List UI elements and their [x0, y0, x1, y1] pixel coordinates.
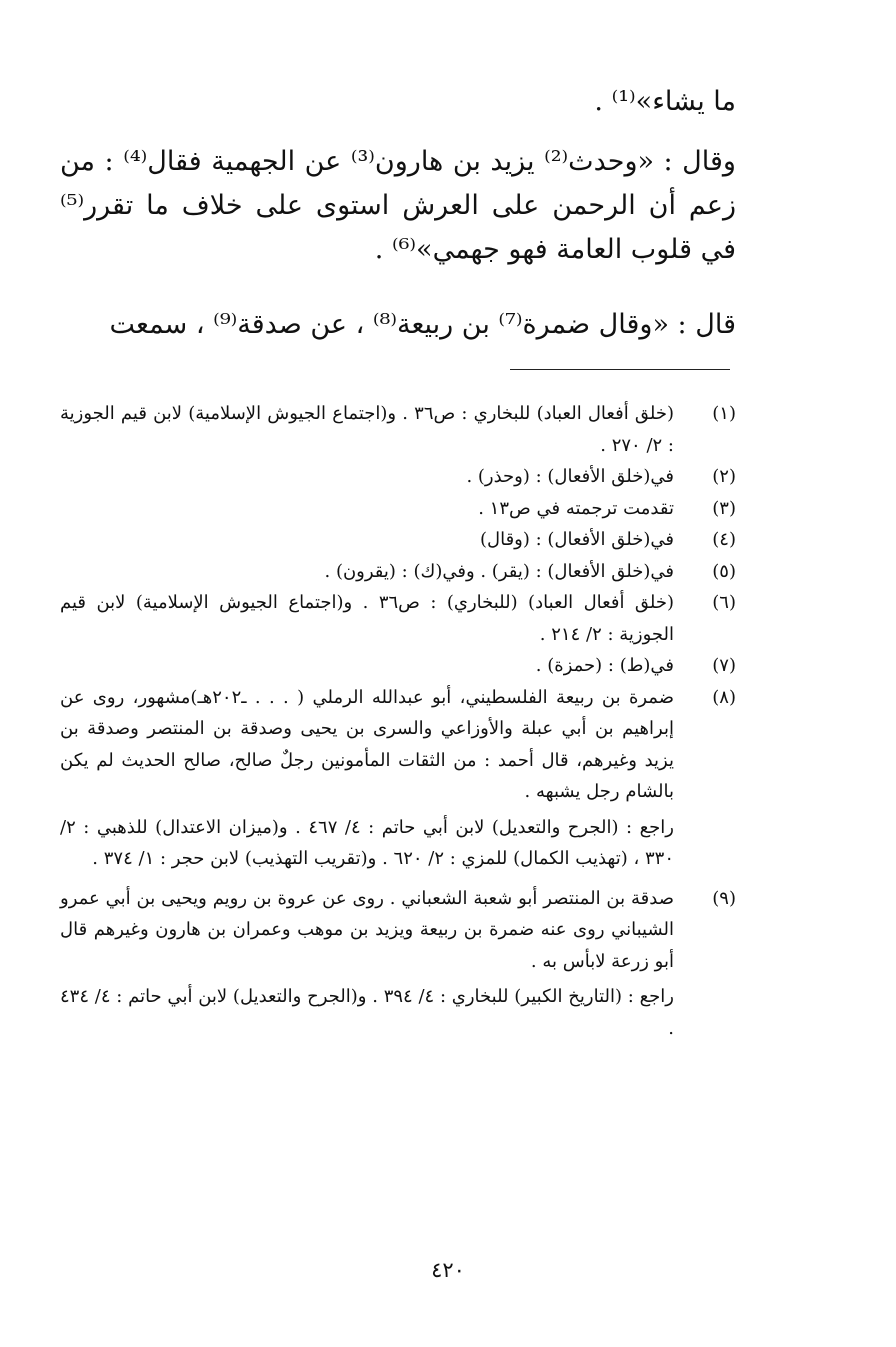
footnote-number: (٤): [712, 529, 736, 550]
footnote-number: (٨): [712, 686, 736, 708]
main-text-paragraph-2: وقال : «وحدث⁽²⁾ يزيد بن هارون⁽³⁾ عن الجهمية فقال⁽⁴⁾ : من زعم أن الرحمن على العرش استوى على خلاف ما تقرر⁽⁵⁾ في قلوب العامة فهو جهمي»⁽⁶⁾ .: [60, 146, 736, 265]
footnote-4: [60, 524, 736, 556]
footnote-text: (خلق أفعال العباد) (للبخاري) : ص٣٦ . و(اجتماع الجيوش الإسلامية) لابن قيم الجوزية : ٢/ ٢١٤ .: [60, 592, 674, 645]
footnote-separator: [510, 369, 730, 370]
footnote-5: [60, 556, 736, 588]
footnote-number: (٣): [712, 497, 736, 519]
footnote-number: (٢): [712, 466, 736, 487]
main-text-block: [60, 140, 736, 272]
main-text-line-1: ما يشاء»⁽¹⁾ .: [594, 86, 736, 117]
footnote-number: (٦): [712, 592, 736, 613]
footnote-text: في(ط) : (حمزة) .: [535, 655, 674, 676]
page-number: ٤٢٠: [431, 1258, 465, 1282]
footnote-references: راجع : (الجرح والتعديل) لابن أبي حاتم : ٤/ ٤٦٧ . و(ميزان الاعتدال) للذهبي : ٢/ ٣٣٠ ، (تهذيب الكمال) للمزي : ٢/ ٦٢٠ . و(تقريب التهذيب) لابن حجر : ١/ ٣٧٤ .: [60, 816, 674, 869]
footnote-text: ضمرة بن ربيعة الفلسطيني، أبو عبدالله الرملي ( . . . ـ٢٠٢هـ)مشهور، روى عن إبراهيم بن أبي عبلة والأوزاعي والسرى بن يحيى وصدقة بن المنتصر وصدقة بن يزيد وغيرهم، قال أحمد : من الثقات المأمونين رجلٌ صالح، صالح الحديث لم يكن بالشام رجل يشبهه .: [60, 686, 674, 802]
footnote-text: صدقة بن المنتصر أبو شعبة الشعباني . روى عن عروة بن رويم ويحيى بن أبي عمرو الشيباني روى عنه ضمرة بن ربيعة ويزيد بن موهب وعمران بن هارون وغيرهم قال أبو زرعة لابأس به .: [60, 887, 674, 972]
footnote-text: في(خلق الأفعال) : (وقال): [479, 529, 674, 550]
footnote-2: [60, 461, 736, 493]
footnote-text: في(خلق الأفعال) : (وحذر) .: [466, 466, 674, 487]
footnote-text: (خلق أفعال العباد) للبخاري : ص٣٦ . و(اجتماع الجيوش الإسلامية) لابن قيم الجوزية : ٢/ ٢٧٠ .: [60, 403, 674, 456]
footnote-number: (١): [712, 403, 736, 424]
footnotes-section: [60, 398, 736, 1044]
footnote-8: [60, 682, 736, 875]
footnote-6: [60, 587, 736, 650]
footnote-text: تقدمت ترجمته في ص١٣ .: [478, 497, 674, 519]
footnote-1: [60, 398, 736, 461]
main-text-block-3: [60, 303, 736, 347]
footnote-references: راجع : (التاريخ الكبير) للبخاري : ٤/ ٣٩٤ . و(الجرح والتعديل) لابن أبي حاتم : ٤/ ٤٣٤ .: [60, 986, 674, 1039]
footnote-text: في(خلق الأفعال) : (يقر) . وفي(ك) : (يقرون) .: [324, 560, 674, 582]
footnote-number: (٩): [712, 887, 736, 909]
footnote-number: (٥): [712, 560, 736, 582]
footnote-7: [60, 650, 736, 682]
footnote-9: [60, 883, 736, 1045]
footnote-3: [60, 493, 736, 525]
footnote-number: (٧): [712, 655, 736, 676]
main-text-paragraph-3: قال : «وقال ضمرة⁽⁷⁾ بن ربيعة⁽⁸⁾ ، عن صدقة⁽⁹⁾ ، سمعت: [109, 309, 736, 340]
